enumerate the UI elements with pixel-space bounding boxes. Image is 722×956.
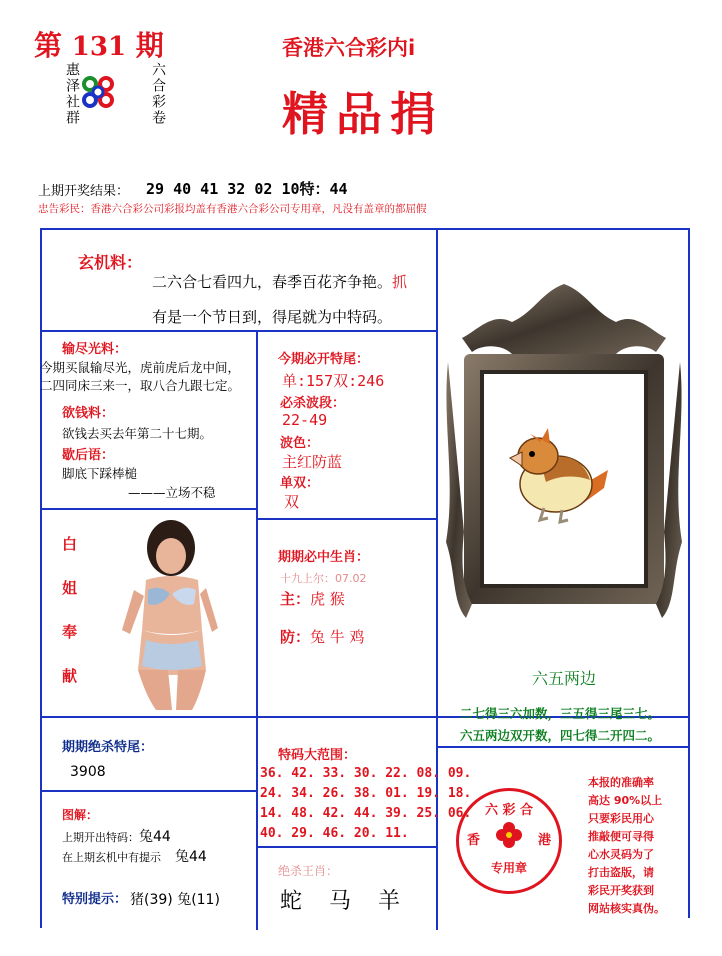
issue-prefix: 第 [34,29,63,62]
model-photo [116,520,226,710]
bosha-label: 必杀波段： [280,396,346,411]
juesha-wang-value: 蛇 马 羊 [280,889,410,914]
bird-illustration-icon [504,420,614,530]
bosha-value: 22-49 [282,411,328,429]
brand-right: 六合彩卷 [150,62,166,126]
fanwei-row: 36. 42. 33. 30. 22. 08. 09. [260,766,472,781]
grid-line [40,508,256,510]
xiehouyu-answer: ———立场不稳 [128,485,216,500]
grid-line [40,790,256,792]
fanwei-row: 24. 34. 26. 38. 01. 19. 18. [260,786,472,801]
stamp-bottom: 专用章 [490,861,527,875]
top-title: 香港六合彩内i [282,36,416,60]
xuanji-label: 玄机料： [78,253,143,272]
bijin-label: 今期必开特尾： [278,352,370,367]
frame-line2: 六五两边双开数，四七得二开四二。 [460,728,661,743]
shuying-label: 输尽光料： [62,342,128,357]
shengxiao-faded: 十九上尔：07.02 [280,572,367,585]
bose-value: 主红防蓝 [282,453,343,471]
grid-line [40,228,42,928]
shuying-line1: 今期买鼠输尽光，虎前虎后龙中间， [40,360,241,375]
bijin-danshuang: 单:157双:246 [282,372,385,390]
official-stamp [456,788,562,894]
accuracy-notice [588,774,692,918]
dan-value: 双 [284,493,300,511]
lottery-logo-icon [78,72,118,112]
shengxiao-fang: 防：兔 牛 鸡 [280,628,365,646]
stamp-top: 六 彩 合 [484,803,534,818]
tujie-label: 图解： [62,808,99,822]
grid-line [256,330,258,930]
flower-icon [495,821,523,849]
grid-line [256,846,436,848]
juesha-label: 期期绝杀特尾： [62,740,154,755]
juesha-wang-label: 绝杀王肖： [278,864,339,878]
yuqian-label: 欲钱料： [62,406,115,421]
frame-caption: 六五两边 [532,669,597,688]
xuanji-line1: 二六合七看四九，春季百花齐争艳。抓 [152,273,408,291]
tujie-line2: 在上期玄机中有提示 兔44 [62,849,207,865]
stamp-left: 香 [467,833,481,848]
notice-line: 本报的准确率 [588,776,654,789]
dan-label: 单双： [280,476,320,491]
result-numbers: 29 40 41 32 02 10特：44 [146,180,348,198]
xuanji-line1-tail: 抓 [392,273,408,291]
yuqian-text: 欲钱去买去年第二十七期。 [62,426,213,441]
xiehouyu-text: 脚底下踩棒槌 [62,466,138,481]
bose-label: 波色： [280,436,320,451]
grid-line [436,746,688,748]
juesha-value: 3908 [70,764,106,780]
tebie-value: 猪(39) 兔(11) [130,892,220,908]
shengxiao-label: 期期必中生肖： [278,550,370,565]
notice-line: 打击盗版，请 [588,866,654,879]
shuying-line2: 二四同床三来一，取八合九跟七定。 [40,378,241,393]
notice-line: 心水灵码为了 [588,848,654,861]
notice-line: 推敲便可寻得 [588,830,654,843]
notice-line: 彩民开奖获到 [588,884,654,897]
grid-line [436,228,438,930]
tujie-line1: 上期开出特码：兔44 [62,829,171,845]
frame-line1: 二七得三六加数，三五得三尾三七。 [460,706,661,721]
result-label: 上期开奖结果： [38,184,130,199]
issue-suffix: 期 [135,29,164,62]
grid-line [40,330,436,332]
brand-left: 惠泽社群 [64,62,80,126]
fanwei-label: 特码大范围： [278,748,357,763]
tebie-label: 特别提示： [62,892,128,907]
main-title: 精品捐 [282,87,444,141]
stamp-right: 港 [537,833,551,848]
issue-number: 131 [71,32,127,62]
fanwei-row: 40. 29. 46. 20. 11. [260,826,409,841]
xuanji-line2: 有是一个节日到，得尾就为中特码。 [152,308,393,326]
xiehouyu-label: 歇后语： [62,448,115,463]
grid-line [256,518,436,520]
issue-heading [34,24,164,64]
gift-text: 白姐奉献 [62,535,78,685]
grid-line [40,228,690,230]
notice-text: 忠告彩民：香港六合彩公司彩报均盖有香港六合彩公司专用章，凡没有盖章的都屈假 [38,203,427,215]
notice-line: 只要彩民用心 [588,812,654,825]
fanwei-row: 14. 48. 42. 44. 39. 25. 06. [260,806,472,821]
shengxiao-zhu: 主：虎 猴 [280,590,345,608]
notice-line: 网站核实真伪。 [588,902,665,915]
notice-line: 高达 90%以上 [588,794,663,807]
